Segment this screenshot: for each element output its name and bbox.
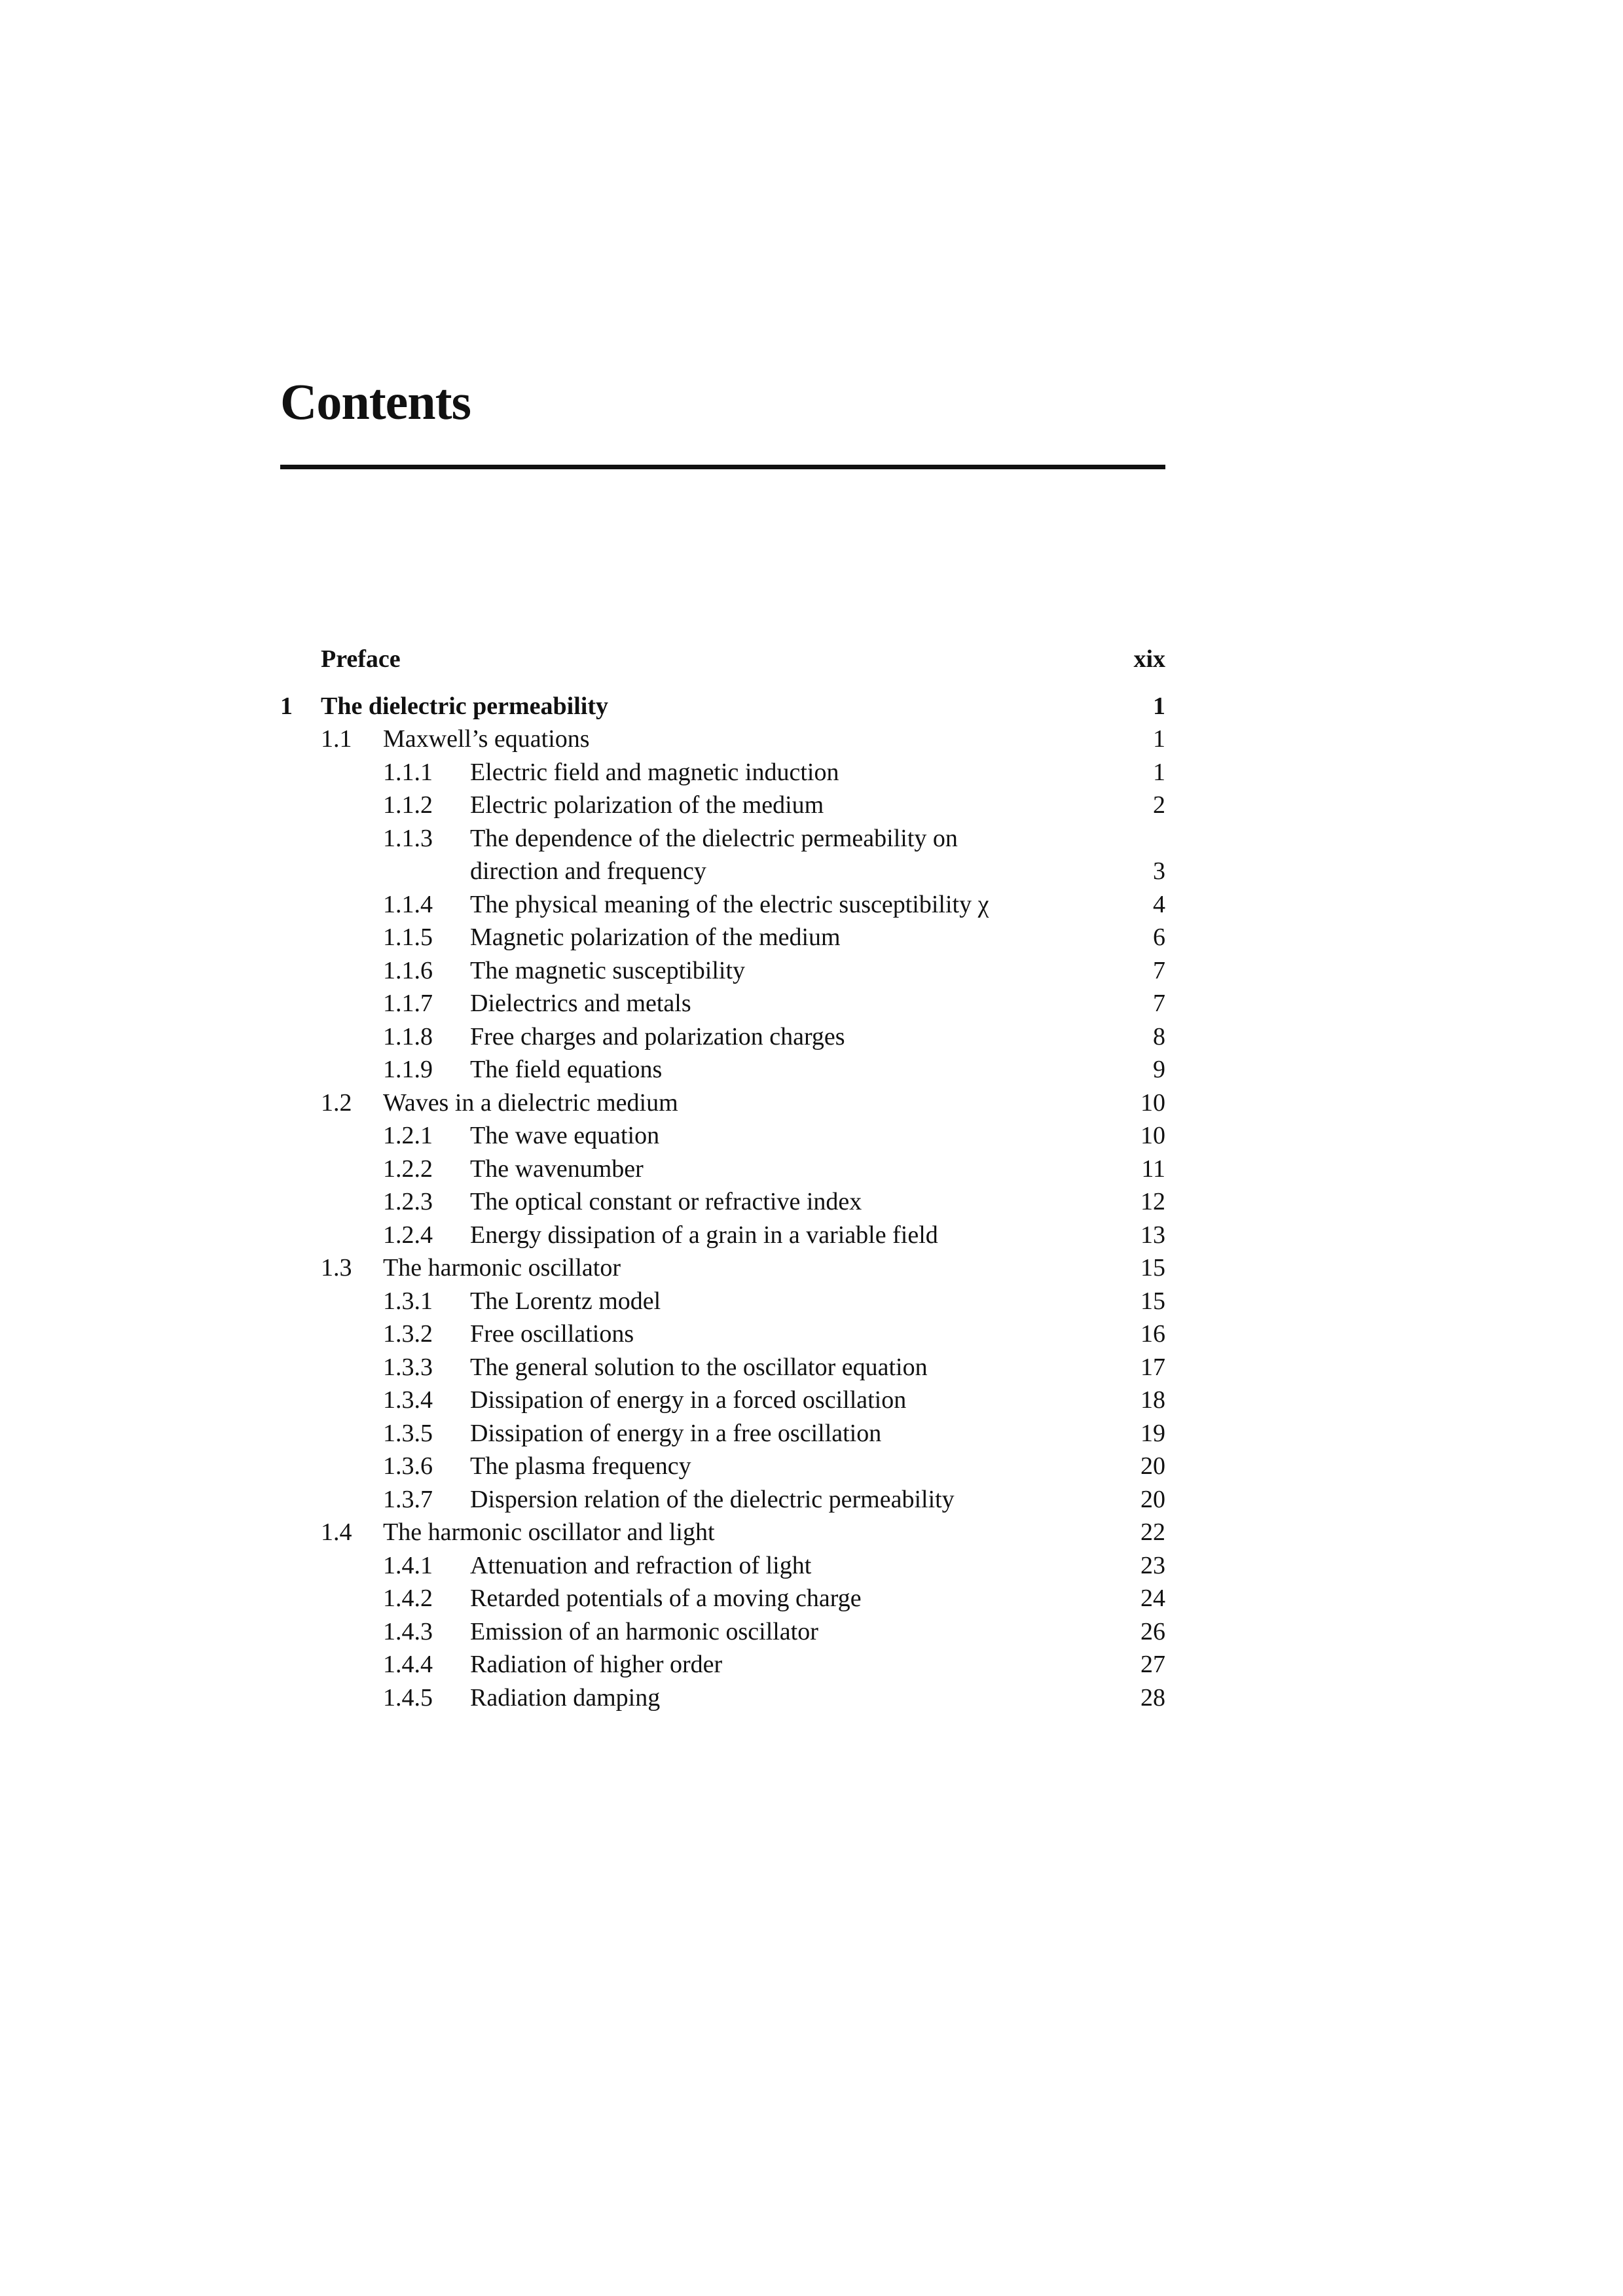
- toc-entry[interactable]: [280, 1251, 1165, 1285]
- toc-entry-page: 15: [1140, 1254, 1165, 1282]
- toc-entry-number: 1.1.1: [383, 758, 433, 786]
- toc-entry-page: 28: [1140, 1683, 1165, 1712]
- toc-entry-number: 1.1.9: [383, 1056, 433, 1083]
- toc-entry-title: The dielectric permeability: [321, 692, 608, 720]
- toc-entry-title: Energy dissipation of a grain in a variable field: [470, 1221, 938, 1249]
- toc-entry-page: 15: [1140, 1287, 1165, 1315]
- toc-entry-page: 4: [1153, 890, 1165, 918]
- toc-entry-page: 9: [1153, 1056, 1165, 1083]
- toc-entry-number: 1.3.3: [383, 1353, 433, 1381]
- toc-entry[interactable]: [280, 1020, 1165, 1054]
- toc-entry[interactable]: [280, 1384, 1165, 1417]
- toc-entry-number: 1.1.7: [383, 990, 433, 1017]
- toc-entry-page: 2: [1153, 791, 1165, 819]
- toc-entry[interactable]: [280, 1318, 1165, 1351]
- toc-entry-number: 1.3.6: [383, 1452, 433, 1480]
- toc-entry-page: 27: [1140, 1651, 1165, 1678]
- toc-entry-title: The wave equation: [470, 1122, 660, 1149]
- toc-entry-page: 6: [1153, 924, 1165, 951]
- toc-entry[interactable]: [280, 1285, 1165, 1318]
- toc-entry[interactable]: [280, 723, 1165, 756]
- toc-entry-number: 1.3.5: [383, 1419, 433, 1447]
- toc-entry-number: 1.4.1: [383, 1551, 433, 1579]
- toc-entry[interactable]: [280, 1582, 1165, 1615]
- toc-entry[interactable]: [280, 1681, 1165, 1715]
- toc-entry-title: Dissipation of energy in a free oscillation: [470, 1419, 882, 1447]
- toc-entry[interactable]: [280, 1450, 1165, 1483]
- toc-entry-title: Preface: [321, 645, 401, 673]
- toc-entry-number: 1.3.7: [383, 1485, 433, 1513]
- toc-entry-page: 12: [1140, 1188, 1165, 1215]
- toc-entry[interactable]: [280, 1417, 1165, 1450]
- toc-entry-title: Maxwell’s equations: [383, 725, 590, 753]
- toc-entry[interactable]: [280, 1351, 1165, 1384]
- toc-entry[interactable]: [280, 756, 1165, 789]
- toc-entry-page: 19: [1140, 1419, 1165, 1447]
- toc-entry-title: The physical meaning of the electric susceptibility χ: [470, 890, 989, 918]
- toc-entry[interactable]: [280, 643, 1165, 676]
- toc-entry-title: Radiation damping: [470, 1683, 661, 1712]
- toc-entry[interactable]: [280, 1153, 1165, 1186]
- toc-entry-page: 1: [1153, 758, 1165, 786]
- toc-entry-page: 1: [1153, 692, 1165, 720]
- toc-entry-title: The field equations: [470, 1056, 663, 1083]
- toc-entry[interactable]: [280, 1549, 1165, 1583]
- toc-entry-page: 3: [1153, 857, 1165, 885]
- toc-entry[interactable]: [280, 1516, 1165, 1549]
- toc-entry-number: 1.1.2: [383, 791, 433, 819]
- toc-entry-page: 20: [1140, 1452, 1165, 1480]
- toc-entry-title: The magnetic susceptibility: [470, 956, 746, 984]
- toc-entry-number: 1.1.6: [383, 956, 433, 984]
- toc-entry-number: 1.1.5: [383, 924, 433, 951]
- toc-entry-title: Magnetic polarization of the medium: [470, 924, 841, 951]
- toc-entry[interactable]: [280, 888, 1165, 922]
- toc-entry-number: 1.3.2: [383, 1320, 433, 1348]
- toc-entry[interactable]: [280, 954, 1165, 988]
- toc-entry-title: The dependence of the dielectric permeability on direction and frequency: [470, 824, 958, 885]
- toc-entry-page: 10: [1140, 1122, 1165, 1149]
- toc-entry-title: Emission of an harmonic oscillator: [470, 1617, 818, 1645]
- toc-entry-number: 1.4.4: [383, 1651, 433, 1678]
- toc-entry-title: Radiation of higher order: [470, 1651, 723, 1678]
- toc-entry-page: 22: [1140, 1518, 1165, 1546]
- toc-entry[interactable]: [280, 1185, 1165, 1219]
- toc-entry-title: Electric field and magnetic induction: [470, 758, 839, 786]
- toc-entry[interactable]: [280, 690, 1165, 723]
- toc-entry-title: The plasma frequency: [470, 1452, 691, 1480]
- toc-entry-title: The general solution to the oscillator equation: [470, 1353, 928, 1381]
- toc-entry-number: 1.4: [321, 1518, 352, 1546]
- toc-entry-page: 7: [1153, 956, 1165, 984]
- toc-entry-title: Dielectrics and metals: [470, 990, 691, 1017]
- toc-entry-page: 16: [1140, 1320, 1165, 1348]
- toc-entry[interactable]: [280, 1119, 1165, 1153]
- toc-entry-title: Waves in a dielectric medium: [383, 1088, 678, 1117]
- toc-entry-number: 1.3.1: [383, 1287, 433, 1315]
- toc-entry-title: The Lorentz model: [470, 1287, 661, 1315]
- toc-entry-title: The harmonic oscillator: [383, 1254, 621, 1282]
- toc-entry[interactable]: [280, 822, 1165, 888]
- toc-entry-page: 10: [1140, 1088, 1165, 1117]
- toc-entry-title: Electric polarization of the medium: [470, 791, 824, 819]
- toc-entry-number: 1.4.2: [383, 1585, 433, 1612]
- toc-entry-page: 1: [1153, 725, 1165, 753]
- toc-entry-number: 1.2.4: [383, 1221, 433, 1249]
- toc-entry-title: Free oscillations: [470, 1320, 634, 1348]
- toc-entry-title: Free charges and polarization charges: [470, 1022, 845, 1050]
- toc-entry-number: 1.1.4: [383, 890, 433, 918]
- toc-entry-title: The wavenumber: [470, 1155, 644, 1183]
- toc-entry-page: 18: [1140, 1386, 1165, 1414]
- toc-entry-page: 26: [1140, 1617, 1165, 1645]
- toc-entry-page: 11: [1141, 1155, 1165, 1183]
- toc-entry-page: xix: [1133, 645, 1165, 673]
- table-of-contents: [280, 643, 1165, 1714]
- toc-entry-title: Dissipation of energy in a forced oscillation: [470, 1386, 907, 1414]
- toc-entry-number: 1.2.2: [383, 1155, 433, 1183]
- toc-entry-page: 8: [1153, 1022, 1165, 1050]
- toc-entry-number: 1.1.3: [383, 824, 433, 852]
- toc-entry[interactable]: [280, 1219, 1165, 1252]
- toc-entry-title: Attenuation and refraction of light: [470, 1551, 812, 1579]
- toc-entry-page: 23: [1140, 1551, 1165, 1579]
- toc-entry-number: 1.4.5: [383, 1683, 433, 1712]
- toc-entry[interactable]: [280, 921, 1165, 954]
- toc-entry[interactable]: [280, 1615, 1165, 1649]
- toc-entry-page: 13: [1140, 1221, 1165, 1249]
- toc-entry-number: 1.1.8: [383, 1022, 433, 1050]
- toc-entry[interactable]: [280, 789, 1165, 822]
- toc-entry[interactable]: [280, 1086, 1165, 1120]
- toc-entry[interactable]: [280, 1053, 1165, 1086]
- toc-entry-title: The harmonic oscillator and light: [383, 1518, 715, 1546]
- toc-entry[interactable]: [280, 987, 1165, 1020]
- toc-entry-number: 1.3.4: [383, 1386, 433, 1414]
- toc-entry-title: The optical constant or refractive index: [470, 1188, 862, 1215]
- toc-entry-number: 1.2.1: [383, 1122, 433, 1149]
- toc-entry-title: Dispersion relation of the dielectric permeability: [470, 1485, 955, 1513]
- toc-entry-page: 20: [1140, 1485, 1165, 1513]
- title-rule: [280, 465, 1165, 469]
- toc-entry-title: Retarded potentials of a moving charge: [470, 1585, 862, 1612]
- toc-entry-page: 7: [1153, 990, 1165, 1017]
- toc-entry[interactable]: [280, 1483, 1165, 1516]
- toc-entry-page: 24: [1140, 1585, 1165, 1612]
- toc-entry-number: 1.1: [321, 725, 352, 753]
- page-title: Contents: [280, 373, 471, 430]
- toc-entry-page: 17: [1140, 1353, 1165, 1381]
- toc-entry-number: 1.4.3: [383, 1617, 433, 1645]
- toc-entry-number: 1: [280, 692, 293, 720]
- toc-entry-number: 1.2: [321, 1088, 352, 1117]
- toc-entry[interactable]: [280, 1648, 1165, 1681]
- toc-entry-number: 1.2.3: [383, 1188, 433, 1215]
- toc-entry-number: 1.3: [321, 1254, 352, 1282]
